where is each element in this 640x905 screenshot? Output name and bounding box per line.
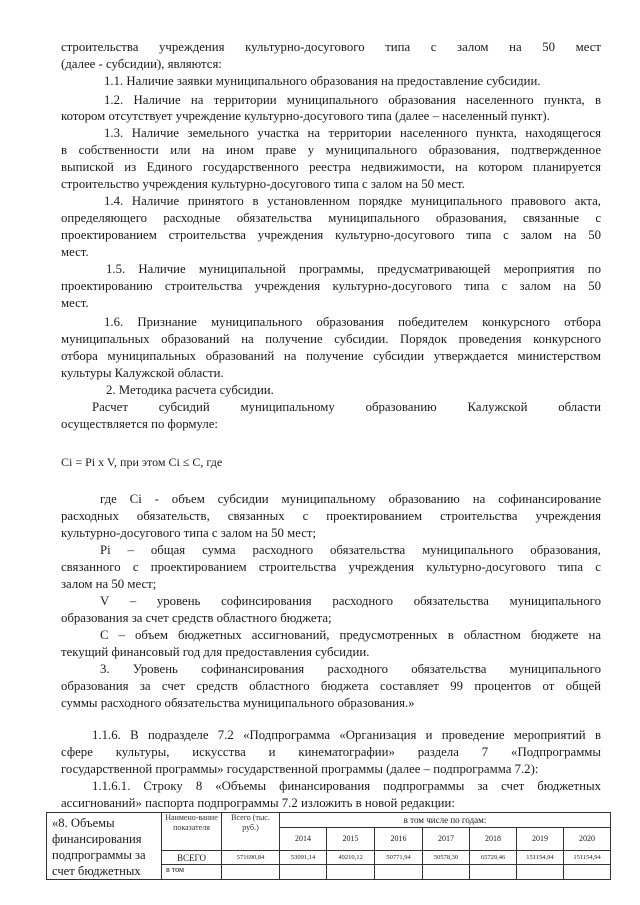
year-header: 2015 [327,827,375,850]
total-header: Всего (тыс. руб.) [222,813,280,851]
text-line: где Ci - объем субсидии муниципальному образованию на софинансирование [100,492,601,506]
text-line: связанного с проектированием строительства учреждения культурно-досугового типа с [61,560,601,574]
financing-table [46,812,611,880]
text-line: муниципальных образований на получение субсидии. Порядок проведения конкурсного [61,332,601,346]
text-line: определяющего расходные обязательства муниципального образования, связанные с [61,211,601,225]
row-total: 571690,84 [222,850,280,865]
year-header: 2018 [470,827,517,850]
formula: Ci = Pi x V, при этом Ci ≤ C, где [61,455,223,469]
text-line: отбора муниципальных образований на получение субсидии утверждается министерством [61,349,601,363]
row-value: 49210,12 [327,850,375,865]
text-line: проектированию строительства учреждения культурно-досугового типа с залом на 50 [61,279,601,293]
year-header: 2014 [280,827,327,850]
row-value: 151154,94 [517,850,564,865]
text-line: сфере культуры, искусства и кинематографии» раздела 7 «Подпрограммы [61,745,601,759]
text-line: выпиской из Единого государственного реестра недвижимости, на котором планируется [61,160,601,174]
row-value: 50771,94 [375,850,423,865]
indicator-name-cell: «8. Объемы финансирования подпрограммы за счет бюджетных [47,813,162,880]
year-header: 2016 [375,827,423,850]
year-header: 2020 [564,827,611,850]
text-line: 1.4. Наличие принятого в установленном порядке муниципального правового акта, [104,194,601,208]
text-line: суммы расходного обязательства муниципального образования.» [61,696,415,710]
text-line: культурно-досугового типа с залом на 50 мест; [61,526,317,540]
text-line: 1.2. Наличие на территории муниципального образования населенного пункта, в [104,93,601,107]
text-line: культуры Калужской области. [61,366,224,380]
text-line: строительство учреждения культурно-досугового типа с залом на 50 мест. [61,177,465,191]
row-label: ВСЕГО [162,850,222,865]
row-value: 65729,46 [470,850,517,865]
text-line: Pi – общая сумма расходного обязательства муниципального образования, [100,543,601,557]
text-line: C – объем бюджетных ассигнований, предусмотренных в областном бюджете на [100,628,601,642]
text-line: залом на 50 мест; [61,577,157,591]
year-header: 2019 [517,827,564,850]
text-line: V – уровень софинсирования расходного обязательства муниципального [100,594,601,608]
row-value: 151154,94 [564,850,611,865]
text-line: 3. Уровень софинансирования расходного обязательства муниципального [100,662,601,676]
row-value: 50578,30 [423,850,470,865]
text-line: в собственности или на ином праве у муниципального образования, подтвержденное [61,143,601,157]
text-line: (далее - субсидии), являются: [61,57,222,71]
year-header: 2017 [423,827,470,850]
text-line: расходных обязательств, связанных с проектированием строительства учреждения [61,509,601,523]
section-heading: 2. Методика расчета субсидии. [106,383,274,397]
text-line: образования за счет средств областного бюджета составляет 99 процентов от общей [61,679,601,693]
text-line: проектированием строительства учреждения культурно-досугового типа с залом на 50 [61,228,601,242]
text-line: 1.5. Наличие муниципальной программы, предусматривающей мероприятия по [106,262,601,276]
row-label: в том [162,865,222,880]
row-value: 53091,14 [280,850,327,865]
text-line: государственной программы» государственной программы (далее – подпрограмма 7.2): [61,762,539,776]
text-line: 1.6. Признание муниципального образования победителем конкурсного отбора [104,315,601,329]
text-line: котором отсутствует учреждение культурно-досугового типа (далее – населенный пункт). [61,109,550,123]
name-header: Наимено-вание показателя [162,813,222,851]
text-line: 1.1. Наличие заявки муниципального образования на предоставление субсидии. [104,74,541,88]
text-line: мест. [61,245,89,259]
text-line: текущий финансовый год для предоставления субсидии. [61,645,370,659]
text-line: 1.1.6. В подразделе 7.2 «Подпрограмма «Организация и проведение мероприятий в [92,728,601,742]
text-line: ассигнований» паспорта подпрограммы 7.2 изложить в новой редакции: [61,796,455,810]
text-line: 1.1.6.1. Строку 8 «Объемы финансирования подпрограммы за счет бюджетных [92,779,601,793]
text-line: мест. [61,296,89,310]
text-line: Расчет субсидий муниципальному образованию Калужской области [92,400,601,414]
text-line: строительства учреждения культурно-досугового типа с залом на 50 мест [61,40,601,54]
text-line: 1.3. Наличие земельного участка на территории населенного пункта, находящегося [104,126,601,140]
years-header: в том числе по годам: [280,813,611,828]
text-line: осуществляется по формуле: [61,417,218,431]
text-line: образования за счет средств областного бюджета; [61,611,332,625]
